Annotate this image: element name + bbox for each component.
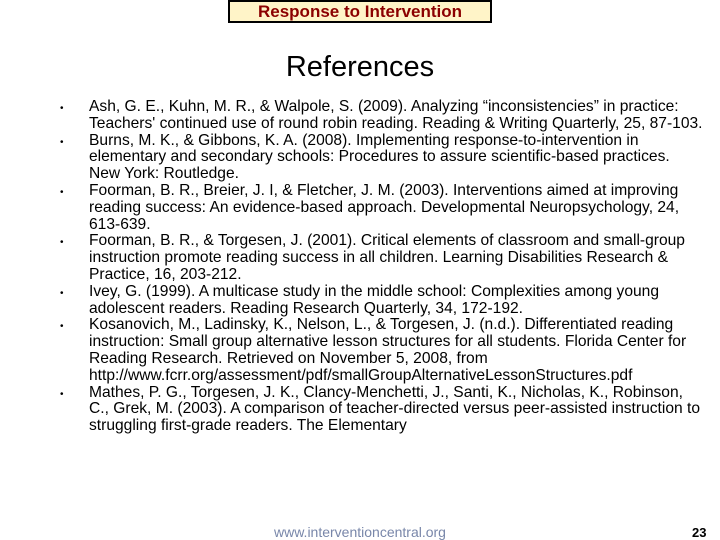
bullet-icon: • — [60, 103, 64, 114]
reference-list — [55, 99, 705, 435]
reference-item — [55, 233, 705, 283]
reference-text: Ash, G. E., Kuhn, M. R., & Walpole, S. (2009). Analyzing “inconsistencies” in practice: Teachers' continued use of round robin reading. Reading & Writing Quarterly, 25, 87-103. — [89, 98, 703, 132]
bullet-icon: • — [60, 321, 64, 333]
reference-text: Foorman, B. R., & Torgesen, J. (2001). Critical elements of classroom and small-group instruction promote reading success in all children. Learning Disabilities Research & Practice, 16, 203-212. — [89, 232, 685, 283]
page-title: References — [285, 51, 435, 83]
footer-website-link[interactable]: www.interventioncentral.org — [274, 524, 446, 540]
reference-item — [55, 317, 705, 384]
bullet-icon: • — [60, 388, 64, 400]
bullet-icon: • — [60, 237, 64, 249]
reference-text: Kosanovich, M., Ladinsky, K., Nelson, L., & Torgesen, J. (n.d.). Differentiated reading instruction: Small group alternative lesson structures for all students. Florida Center for Reading Research. Retrieved on November 5, 2008, from http://www.fcrr.org/assessment/pdf/smallGroupAlternativeLessonStructures.pdf — [89, 316, 687, 384]
reference-item — [55, 99, 705, 133]
header-banner — [228, 0, 492, 23]
reference-item — [55, 284, 705, 318]
reference-item — [55, 133, 705, 183]
reference-item — [55, 183, 705, 233]
reference-text: Ivey, G. (1999). A multicase study in the middle school: Complexities among young adolescent readers. Reading Research Quarterly, 34, 172-192. — [89, 282, 660, 317]
bullet-icon: • — [60, 136, 64, 148]
reference-text: Burns, M. K., & Gibbons, K. A. (2008). Implementing response-to-intervention in elementary and secondary schools: Procedures to assure scientific-based practices. New York: Routledge. — [89, 131, 670, 183]
reference-item — [55, 385, 705, 435]
reference-text: Foorman, B. R., Breier, J. I, & Fletcher, J. M. (2003). Interventions aimed at improving reading success: An evidence-based approach. Developmental Neuropsychology, 24, 613-639. — [89, 181, 680, 233]
bullet-icon: • — [60, 186, 64, 198]
page-number: 23 — [692, 525, 707, 540]
header-banner-text: Response to Intervention — [257, 2, 463, 21]
bullet-icon: • — [60, 287, 64, 299]
reference-text: Mathes, P. G., Torgesen, J. K., Clancy-Menchetti, J., Santi, K., Nicholas, K., Robinson, C., Grek, M. (2003). A comparison of teacher-directed versus peer-assisted instruction to struggling first-grade readers. The Elementary — [89, 383, 701, 435]
